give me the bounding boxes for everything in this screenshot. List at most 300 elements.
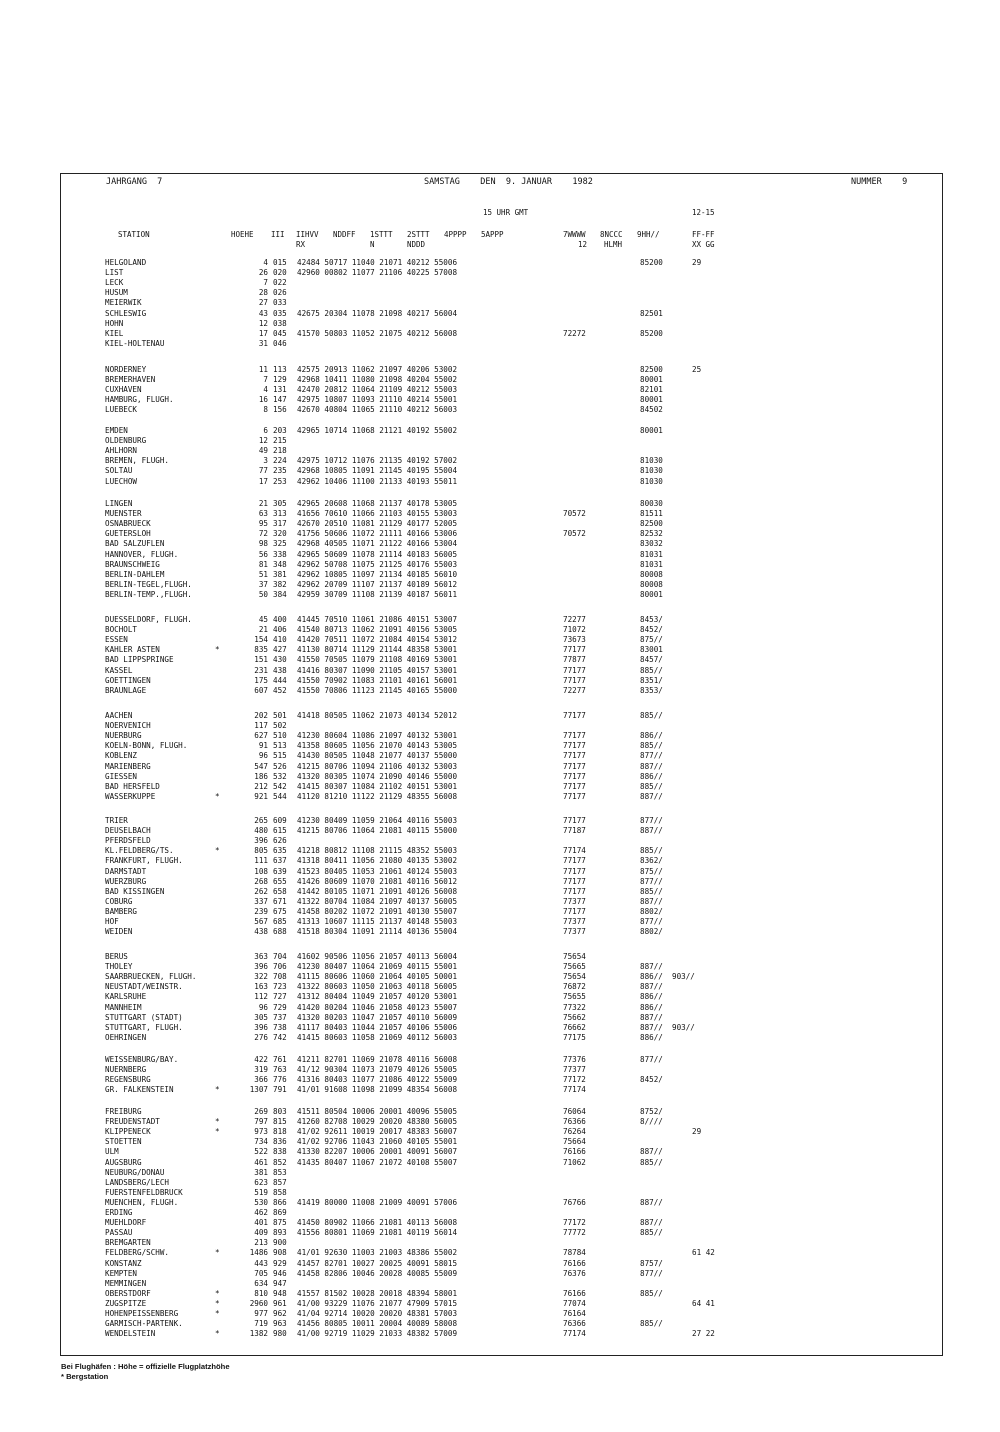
synop-groups: 41/02 92611 10019 20017 48383 56007 [297,1127,458,1137]
station-name: SAARBRUECKEN, FLUGH. [105,972,197,982]
synop-groups: 41230 80604 11086 21097 40132 53001 [297,731,458,741]
extra-groups: 887// [640,826,663,836]
station-number: 763 [273,1065,287,1075]
station-number: 836 [273,1137,287,1147]
station-name: KIEL [105,328,124,338]
station-height: 396 [254,1022,268,1032]
extra-groups: 885// [640,781,663,791]
col-4pppp: 4PPPP [444,230,467,239]
weather-group: 77074 [563,1298,586,1308]
extra-groups: 82101 [640,385,663,395]
col-8nccc: 8NCCC [600,230,623,239]
station-number: 038 [273,318,287,328]
station-height: 95 [258,519,268,529]
synop-groups: 41511 80504 10006 20001 40096 55005 [297,1107,458,1116]
extra-groups: 80008 [640,569,663,579]
mountain-mark: * [215,1127,220,1137]
weather-group: 77177 [563,771,586,781]
synop-groups: 41312 80404 11049 21057 40120 53001 [297,992,458,1002]
station-number: 022 [273,278,287,288]
station-name: NUERBURG [105,731,142,741]
station-number: 723 [273,982,287,992]
extra-groups: 8452/ [640,1075,663,1085]
station-number: 688 [273,927,287,937]
weather-group: 76166 [563,1288,586,1298]
mountain-mark: * [215,1298,220,1308]
station-height: 21 [258,499,268,508]
station-height: 27 [258,298,268,308]
weather-group: 70572 [563,509,586,519]
station-number: 776 [273,1075,287,1085]
station-name: OLDENBURG [105,436,147,446]
page-frame [60,173,943,1356]
synop-groups: 41445 70510 11061 21086 40151 53007 [297,615,458,624]
synop-groups: 41523 80405 11053 21061 40124 55003 [297,866,458,876]
station-number: 320 [273,529,287,539]
station-number: 738 [273,1022,287,1032]
extra-groups: 80030 [640,499,663,508]
station-height: 422 [254,1055,268,1064]
extra-groups: 85200 [640,258,663,267]
station-name: CUXHAVEN [105,385,142,395]
weather-group: 77177 [563,906,586,916]
wind-gust: 61 42 [692,1248,715,1258]
station-height: 401 [254,1218,268,1228]
station-number: 609 [273,816,287,825]
station-name: LINGEN [105,499,133,508]
station-name: LECK [105,278,124,288]
mountain-mark: * [215,1288,220,1298]
station-height: 175 [254,675,268,685]
synop-groups: 42962 50708 11075 21125 40176 55003 [297,559,458,569]
synop-groups: 41416 80307 11090 21105 40157 53001 [297,665,458,675]
synop-groups: 41550 70505 11079 21108 40169 53001 [297,655,458,665]
extra-groups: 81030 [640,456,663,466]
station-number: 406 [273,625,287,635]
station-height: 530 [254,1197,268,1207]
station-name: KOBLENZ [105,751,138,761]
station-height: 17 [258,328,268,338]
synop-groups: 42670 20510 11081 21129 40177 52005 [297,519,458,529]
station-number: 515 [273,751,287,761]
station-number: 526 [273,761,287,771]
station-number: 961 [273,1298,287,1308]
station-name: KAHLER ASTEN [105,645,160,655]
extra-groups: 885// [640,1288,663,1298]
station-height: 163 [254,982,268,992]
station-height: 49 [258,446,268,456]
weather-group: 77177 [563,816,586,825]
station-number: 015 [273,258,287,267]
weather-group: 76164 [563,1309,586,1318]
station-height: 443 [254,1258,268,1268]
station-height: 43 [258,308,268,318]
station-name: WUERZBURG [105,876,147,886]
extra-groups: 887// [640,791,663,801]
time-range: 12-15 [692,208,715,217]
station-number: 410 [273,635,287,645]
station-height: 269 [254,1107,268,1116]
station-height: 6 [263,426,268,435]
station-height: 186 [254,771,268,781]
station-name: WEISSENBURG/BAY. [105,1055,179,1064]
extra-groups: 885// [640,1157,663,1167]
station-name: OEHRINGEN [105,1032,147,1042]
extra-groups: 887// [640,896,663,906]
mountain-mark: * [215,1248,220,1258]
station-name: SOLTAU [105,466,133,476]
station-name: DEUSELBACH [105,826,151,836]
station-name: KASSEL [105,665,133,675]
station-name: HUSUM [105,288,128,298]
station-name: EMDEN [105,426,128,435]
station-height: 96 [258,751,268,761]
station-number: 963 [273,1319,287,1329]
station-number: 980 [273,1329,287,1339]
station-name: GIESSEN [105,771,138,781]
station-number: 046 [273,338,287,348]
station-height: 108 [254,866,268,876]
extra-groups: 885// [640,1228,663,1238]
station-name: KEMPTEN [105,1268,138,1278]
station-name: TRIER [105,816,128,825]
station-name: NORDERNEY [105,365,147,374]
weather-group: 77377 [563,917,586,926]
extra-groups: 8757/ [640,1258,663,1268]
weather-group: 77177 [563,856,586,866]
station-name: FREUDENSTADT [105,1117,160,1127]
station-name: COBURG [105,896,133,906]
synop-groups: 41/01 92630 11003 21003 48386 55002 [297,1248,458,1258]
weather-group: 77377 [563,927,586,937]
station-height: 21 [258,625,268,635]
weather-group: 73673 [563,635,586,645]
station-height: 213 [254,1238,268,1248]
extra-groups: 83001 [640,645,663,655]
station-number: 637 [273,856,287,866]
station-name: KOELN-BONN, FLUGH. [105,741,188,751]
synop-groups: 42962 20709 11107 21137 40189 56012 [297,579,458,589]
station-number: 853 [273,1167,287,1177]
station-height: 202 [254,711,268,720]
synop-groups: 41230 80409 11059 21064 40116 55003 [297,816,458,825]
station-height: 366 [254,1075,268,1085]
station-name: BAD HERSFELD [105,781,160,791]
station-number: 869 [273,1208,287,1217]
station-height: 7 [263,278,268,288]
station-height: 607 [254,685,268,695]
station-number: 962 [273,1309,287,1318]
extra-groups: 886// [640,1032,663,1042]
station-name: NEUBURG/DONAU [105,1167,165,1177]
station-number: 791 [273,1085,287,1095]
extra-groups: 8752/ [640,1107,663,1116]
synop-groups: 41/01 91608 11098 21099 48354 56008 [297,1085,458,1095]
station-height: 28 [258,288,268,298]
station-height: 276 [254,1032,268,1042]
synop-groups: 42965 50609 11078 21114 40183 56005 [297,549,458,559]
jahrgang-label: JAHRGANG 7 [106,177,163,187]
synop-groups: 41415 80307 11084 21102 40151 53001 [297,781,458,791]
extra-groups: 81511 [640,509,663,519]
station-name: OSNABRUECK [105,519,151,529]
station-height: 363 [254,952,268,961]
synop-groups: 42675 20304 11078 21098 40217 56004 [297,308,458,318]
station-number: 727 [273,992,287,1002]
weather-group: 77177 [563,741,586,751]
station-name: STUTTGART, FLUGH. [105,1022,183,1032]
station-name: GOETTINGEN [105,675,151,685]
synop-groups: 42965 20608 11068 21137 40178 53005 [297,499,458,508]
station-height: 973 [254,1127,268,1137]
extra-groups: 877// [640,1055,663,1064]
station-number: 803 [273,1107,287,1116]
station-name: THOLEY [105,962,133,972]
station-number: 215 [273,436,287,446]
station-height: 117 [254,721,268,731]
station-height: 797 [254,1117,268,1127]
station-name: BAD SALZUFLEN [105,539,165,549]
col-iii: III [271,230,285,239]
station-number: 761 [273,1055,287,1064]
synop-groups: 41/00 93229 11076 21077 47909 57015 [297,1298,458,1308]
station-name: LUECHOW [105,476,138,486]
weather-group: 77177 [563,731,586,741]
station-name: BAD LIPPSPRINGE [105,655,174,665]
synop-groups: 41458 82806 10046 20028 40085 55009 [297,1268,458,1278]
weather-group: 77177 [563,886,586,896]
synop-groups: 41540 80713 11062 21091 40156 53005 [297,625,458,635]
station-number: 325 [273,539,287,549]
station-height: 8 [263,405,268,415]
weather-group: 77772 [563,1228,586,1238]
station-number: 224 [273,456,287,466]
extra-groups: 81030 [640,476,663,486]
extra-groups: 886// [640,1002,663,1012]
station-number: 704 [273,952,287,961]
extra-groups: 885// [640,846,663,856]
extra-groups: 82500 [640,519,663,529]
station-height: 1486 [249,1248,268,1258]
station-name: STOETTEN [105,1137,142,1147]
mountain-mark: * [215,846,220,856]
station-name: KL.FELDBERG/TS. [105,846,174,856]
station-height: 91 [258,741,268,751]
synop-groups: 41442 80105 11071 21091 40126 56008 [297,886,458,896]
synop-groups: 42968 10805 11091 21145 40195 55004 [297,466,458,476]
synop-groups: 41260 82708 10029 20020 48380 56005 [297,1117,458,1127]
station-height: 634 [254,1278,268,1288]
station-number: 706 [273,962,287,972]
station-name: KONSTANZ [105,1258,142,1268]
mountain-mark: * [215,1117,220,1127]
footnote-airport: Bei Flughäfen : Höhe = offizielle Flugplatzhöhe [61,1362,230,1371]
station-number: 635 [273,846,287,856]
extra-groups: 8351/ [640,675,663,685]
extra-groups: 877// [640,816,663,825]
col-2sttt: 2STTT [407,230,430,239]
synop-groups: 41556 80801 11069 21081 40119 56014 [297,1228,458,1238]
station-height: 337 [254,896,268,906]
station-name: NUERNBERG [105,1065,147,1075]
col-hlmh: HLMH [604,240,623,249]
synop-groups: 41457 82701 10027 20025 40091 58015 [297,1258,458,1268]
station-name: BERLIN-TEGEL,FLUGH. [105,579,192,589]
station-name: MUEHLDORF [105,1218,147,1228]
synop-groups: 42962 10805 11097 21134 40185 56010 [297,569,458,579]
station-name: MUENCHEN, FLUGH. [105,1197,179,1207]
wind-gust: 64 41 [692,1298,715,1308]
extra-groups: 877// [640,917,663,926]
station-number: 444 [273,675,287,685]
extra-groups: 82501 [640,308,663,318]
synop-groups: 41215 80706 11094 21106 40132 53003 [297,761,458,771]
station-name: HOHN [105,318,124,328]
synop-groups: 41756 50606 11072 21111 40166 53006 [297,529,458,539]
station-number: 544 [273,791,287,801]
station-name: DUESSELDORF, FLUGH. [105,615,192,624]
synop-groups: 41420 70511 11072 21084 40154 53012 [297,635,458,645]
col-nddff: NDDFF [333,230,356,239]
station-height: 17 [258,476,268,486]
station-height: 305 [254,1012,268,1022]
station-number: 438 [273,665,287,675]
station-name: KARLSRUHE [105,992,147,1002]
station-height: 154 [254,635,268,645]
synop-groups: 41320 80203 11047 21057 40110 56009 [297,1012,458,1022]
station-name: ESSEN [105,635,128,645]
station-height: 810 [254,1288,268,1298]
extra-groups: 877// [640,1268,663,1278]
station-height: 705 [254,1268,268,1278]
station-name: PFERDSFELD [105,836,151,846]
station-name: ULM [105,1147,119,1157]
station-height: 72 [258,529,268,539]
synop-groups: 41550 70902 11083 21101 40161 56001 [297,675,458,685]
station-number: 947 [273,1278,287,1288]
station-number: 156 [273,405,287,415]
weather-group: 75655 [563,992,586,1002]
extra-groups: 80001 [640,395,663,405]
station-name: HELGOLAND [105,258,147,267]
station-name: GUETERSLOH [105,529,151,539]
weather-group: 77377 [563,896,586,906]
extra-groups: 84502 [640,405,663,415]
extra-groups: 83032 [640,539,663,549]
synop-groups: 41426 80609 11070 21081 40116 56012 [297,876,458,886]
mountain-mark: * [215,1309,220,1318]
station-name: BREMEN, FLUGH. [105,456,170,466]
extra-groups: 8362/ [640,856,663,866]
station-number: 035 [273,308,287,318]
extra-groups: 887// [640,982,663,992]
station-name: AACHEN [105,711,133,720]
station-height: 12 [258,318,268,328]
station-name: REGENSBURG [105,1075,151,1085]
extra-groups: 885// [640,711,663,720]
extra-groups: 8802/ [640,906,663,916]
synop-groups: 41358 80605 11056 21070 40143 53005 [297,741,458,751]
station-name: LIST [105,268,124,278]
station-number: 427 [273,645,287,655]
weather-group: 77877 [563,655,586,665]
station-height: 268 [254,876,268,886]
weather-group: 75654 [563,952,586,961]
synop-groups: 41557 81502 10028 20018 48394 58001 [297,1288,458,1298]
weather-group: 77177 [563,711,586,720]
station-height: 7 [263,375,268,385]
synop-groups: 41211 82701 11069 21078 40116 56008 [297,1055,458,1064]
station-name: FUERSTENFELDBRUCK [105,1187,183,1197]
station-height: 12 [258,436,268,446]
station-number: 203 [273,426,287,435]
weather-group: 76166 [563,1258,586,1268]
weather-group: 77175 [563,1032,586,1042]
weather-group: 76662 [563,1022,586,1032]
synop-groups: 41602 90506 11056 21057 40113 56004 [297,952,458,961]
weather-group: 77177 [563,876,586,886]
col-nddd: NDDD [407,240,426,249]
station-name: GARMISCH-PARTENK. [105,1319,183,1329]
station-number: 147 [273,395,287,405]
weather-group: 76166 [563,1147,586,1157]
extra-groups: 887// [640,962,663,972]
station-number: 675 [273,906,287,916]
station-number: 615 [273,826,287,836]
col-xx-gg: XX GG [692,240,715,249]
extra-groups: 885// [640,665,663,675]
station-number: 501 [273,711,287,720]
station-number: 510 [273,731,287,741]
col-5appp: 5APPP [481,230,504,239]
synop-groups: 41/04 92714 10020 20020 48381 57003 [297,1309,458,1318]
station-height: 2960 [249,1298,268,1308]
synop-groups: 42484 50717 11040 21071 40212 55006 [297,258,458,267]
synop-groups: 41/12 90304 11073 21079 40126 55005 [297,1065,458,1075]
station-number: 671 [273,896,287,906]
station-height: 977 [254,1309,268,1318]
station-name: BRAUNLAGE [105,685,147,695]
weather-group: 75662 [563,1012,586,1022]
weather-group: 77377 [563,1065,586,1075]
station-number: 900 [273,1238,287,1248]
station-name: ERDING [105,1208,133,1217]
station-number: 532 [273,771,287,781]
station-name: AHLHORN [105,446,138,456]
station-number: 626 [273,836,287,846]
extra-groups: 85200 [640,328,663,338]
station-name: FREIBURG [105,1107,142,1116]
station-name: ZUGSPITZE [105,1298,147,1308]
wind-gust: 29 [692,258,702,267]
extra-groups: 887// [640,1218,663,1228]
station-height: 522 [254,1147,268,1157]
extra-groups: 886// [640,992,663,1002]
station-height: 4 [263,385,268,395]
station-height: 77 [258,466,268,476]
synop-groups: 42959 30709 11108 21139 40187 56011 [297,589,458,599]
extra-groups: 875// [640,635,663,645]
station-number: 946 [273,1268,287,1278]
wind-gust: 27 22 [692,1329,715,1339]
extra-groups: 8457/ [640,655,663,665]
weather-group: 76766 [563,1197,586,1207]
weather-group: 77177 [563,781,586,791]
extra-groups: 885// [640,886,663,896]
station-number: 317 [273,519,287,529]
station-number: 875 [273,1218,287,1228]
station-height: 265 [254,816,268,825]
